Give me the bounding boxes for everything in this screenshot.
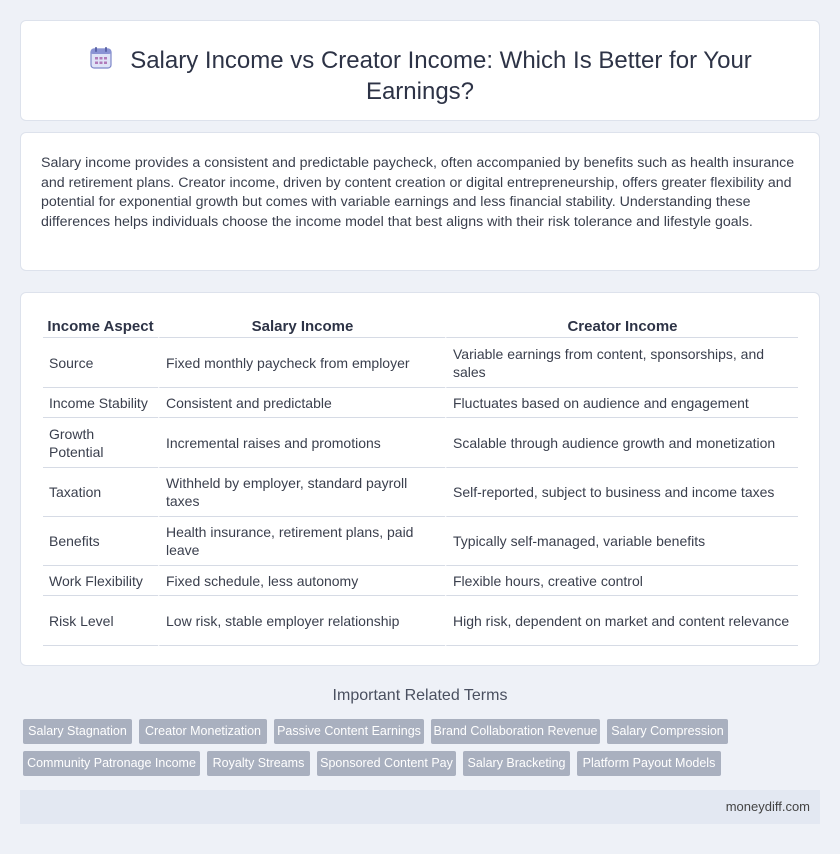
salary-cell: Consistent and predictable bbox=[158, 388, 445, 418]
footer-site-link[interactable]: moneydiff.com bbox=[725, 799, 810, 814]
table-row bbox=[43, 468, 798, 517]
aspect-cell: Work Flexibility bbox=[43, 566, 158, 596]
salary-cell: Fixed monthly paycheck from employer bbox=[158, 338, 445, 388]
creator-cell: Typically self-managed, variable benefits bbox=[445, 517, 798, 566]
creator-cell: Scalable through audience growth and monetization bbox=[445, 418, 798, 468]
comparison-card bbox=[20, 292, 820, 666]
related-term-tag[interactable]: Salary Compression bbox=[607, 719, 728, 744]
table-row bbox=[43, 338, 798, 388]
related-term-tag[interactable]: Brand Collaboration Revenue bbox=[431, 719, 600, 744]
related-term-tag[interactable]: Royalty Streams bbox=[207, 751, 310, 776]
creator-cell: Self-reported, subject to business and income taxes bbox=[445, 468, 798, 517]
header-salary-income: Salary Income bbox=[158, 313, 445, 338]
comparison-table bbox=[43, 313, 798, 646]
creator-cell: Variable earnings from content, sponsorships, and sales bbox=[445, 338, 798, 388]
creator-cell: Flexible hours, creative control bbox=[445, 566, 798, 596]
aspect-cell: Risk Level bbox=[43, 596, 158, 646]
salary-cell: Health insurance, retirement plans, paid leave bbox=[158, 517, 445, 566]
header-income-aspect: Income Aspect bbox=[43, 313, 158, 338]
page-title bbox=[81, 45, 759, 107]
aspect-cell: Taxation bbox=[43, 468, 158, 517]
aspect-cell: Growth Potential bbox=[43, 418, 158, 468]
title-card bbox=[20, 20, 820, 121]
intro-card bbox=[20, 132, 820, 271]
related-terms-heading: Important Related Terms bbox=[332, 687, 508, 704]
salary-cell: Low risk, stable employer relationship bbox=[158, 596, 445, 646]
related-term-tag[interactable]: Platform Payout Models bbox=[577, 751, 721, 776]
salary-cell: Withheld by employer, standard payroll taxes bbox=[158, 468, 445, 517]
related-term-tag[interactable]: Salary Stagnation bbox=[23, 719, 132, 744]
table-row bbox=[43, 596, 798, 646]
header-creator-income: Creator Income bbox=[445, 313, 798, 338]
related-term-tag[interactable]: Creator Monetization bbox=[139, 719, 267, 744]
creator-cell: High risk, dependent on market and content relevance bbox=[445, 596, 798, 646]
creator-cell: Fluctuates based on audience and engagement bbox=[445, 388, 798, 418]
related-term-tag[interactable]: Passive Content Earnings bbox=[274, 719, 424, 744]
salary-cell: Fixed schedule, less autonomy bbox=[158, 566, 445, 596]
salary-cell: Incremental raises and promotions bbox=[158, 418, 445, 468]
title-text: Salary Income vs Creator Income: Which Is Better for Your Earnings? bbox=[130, 47, 752, 105]
calendar-icon bbox=[88, 45, 114, 71]
aspect-cell: Benefits bbox=[43, 517, 158, 566]
related-term-tag[interactable]: Community Patronage Income bbox=[23, 751, 200, 776]
aspect-cell: Source bbox=[43, 338, 158, 388]
intro-paragraph: Salary income provides a consistent and predictable paycheck, often accompanied by benefits such as health insurance and retirement plans. Creator income, driven by content creation or digital entrepreneurship, offers greater flexibility and potential for exponential growth but comes with variable earnings and less financial stability. Understanding these differences helps individuals choose the income model that best aligns with their risk tolerance and lifestyle goals. bbox=[41, 155, 795, 230]
related-term-tag[interactable]: Salary Bracketing bbox=[463, 751, 570, 776]
table-row bbox=[43, 566, 798, 596]
table-header-row bbox=[43, 313, 798, 338]
footer bbox=[20, 790, 820, 824]
table-row bbox=[43, 388, 798, 418]
aspect-cell: Income Stability bbox=[43, 388, 158, 418]
table-row bbox=[43, 418, 798, 468]
related-term-tag[interactable]: Sponsored Content Pay bbox=[317, 751, 456, 776]
table-row bbox=[43, 517, 798, 566]
